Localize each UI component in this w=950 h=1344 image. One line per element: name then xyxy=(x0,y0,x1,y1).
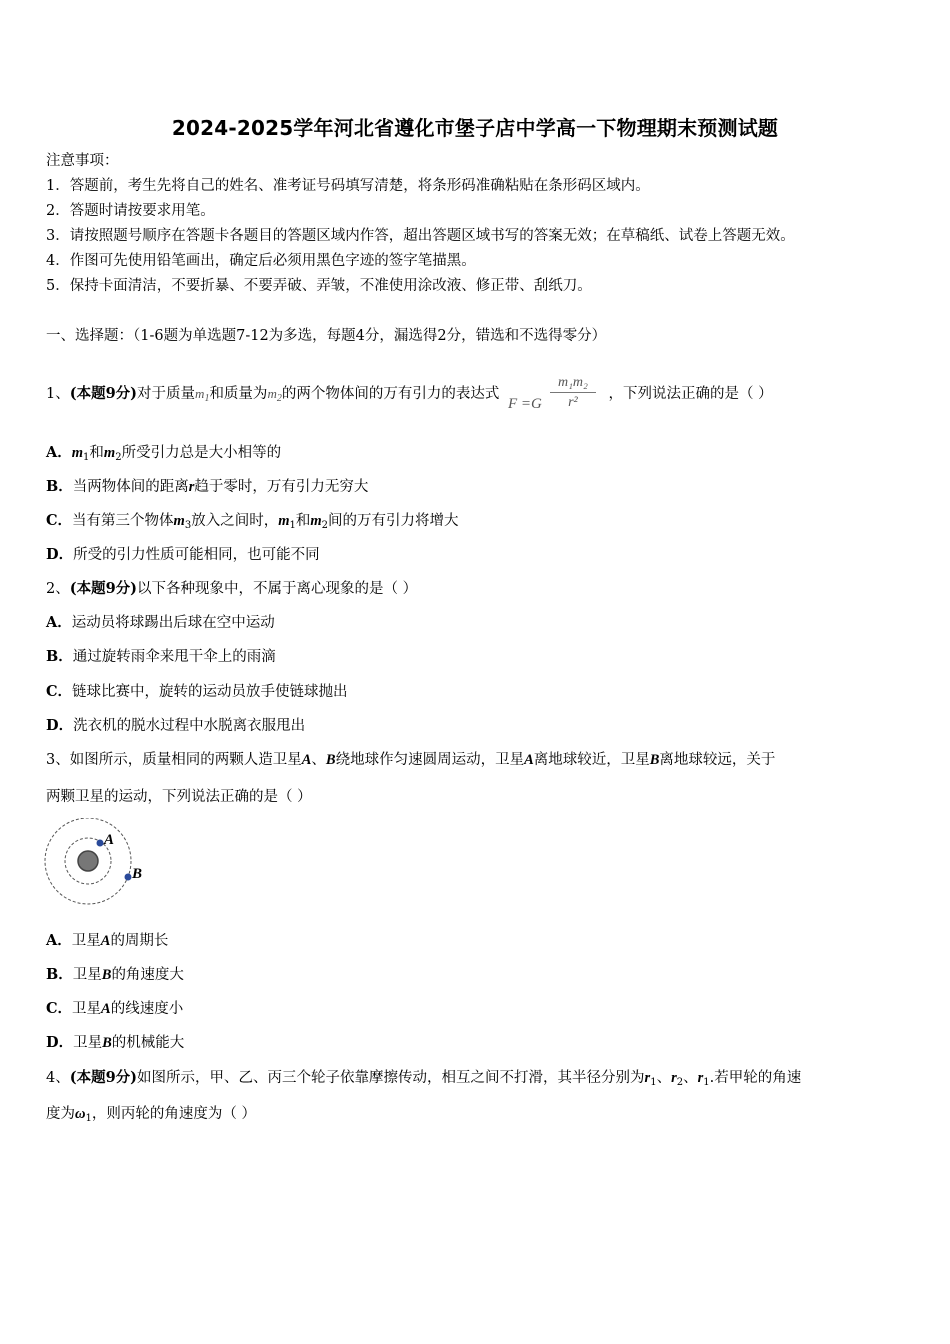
question-2-option-c[interactable]: C．链球比赛中，旋转的运动员放手使链球抛出 xyxy=(46,683,348,700)
notice-heading: 注意事项： xyxy=(46,153,119,169)
question-3-option-a[interactable]: A．卫星A的周期长 xyxy=(46,932,169,949)
question-1-option-d[interactable]: D．所受的引力性质可能相同，也可能不同 xyxy=(46,546,320,563)
label-b: B xyxy=(132,866,143,882)
var-m2: $m_2$ xyxy=(267,386,282,404)
label-a: A xyxy=(104,832,115,848)
question-1-option-a[interactable]: A．$m_1$和$m_2$所受引力总是大小相等的 xyxy=(46,444,282,463)
question-1-option-c[interactable]: C．当有第三个物体$m_3$放入之间时，$m_1$和$m_2$间的万有引力将增大 xyxy=(46,512,459,531)
page-title: 2024-2025学年河北省遵化市堡子店中学高一下物理期末预测试题 xyxy=(171,116,779,140)
notice-item: 5．保持卡面清洁，不要折暴、不要弄破、弄皱，不准使用涂改液、修正带、刮纸刀。 xyxy=(46,278,592,294)
question-2-option-b[interactable]: B．通过旋转雨伞来甩干伞上的雨滴 xyxy=(46,648,276,665)
question-3-option-b[interactable]: B．卫星B的角速度大 xyxy=(46,966,184,983)
var-m1: $m_1$ xyxy=(195,386,210,404)
question-2-option-d[interactable]: D．洗衣机的脱水过程中水脱离衣服甩出 xyxy=(46,717,306,734)
question-3-option-d[interactable]: D．卫星B的机械能大 xyxy=(46,1034,185,1051)
satellite-b xyxy=(125,874,132,881)
question-3-option-c[interactable]: C．卫星A的线速度小 xyxy=(46,1000,184,1017)
gravitation-formula: F =G $\frac{\text{m₁m₂}}{\text{r²}}$ xyxy=(508,374,600,414)
section-heading: 一、选择题：（1-6题为单选题7-12为多选，每题4分，漏选得2分，错选和不选得零分） xyxy=(46,328,607,344)
satellite-orbit-diagram xyxy=(42,818,152,914)
notice-item: 1．答题前，考生先将自己的姓名、准考证号码填写清楚，将条形码准确粘贴在条形码区域内。 xyxy=(46,178,650,194)
notice-item: 4．作图可先使用铅笔画出，确定后必须用黑色字迹的签字笔描黑。 xyxy=(46,253,476,269)
question-4-stem-line2: 度为$\omega_1$，则丙轮的角速度为（ ） xyxy=(46,1106,256,1124)
notice-item: 3．请按照题号顺序在答题卡各题目的答题区域内作答，超出答题区域书写的答案无效；在草稿纸、试卷上答题无效。 xyxy=(46,228,795,244)
question-4-stem-line1: 4、(本题9分)如图所示，甲、乙、丙三个轮子依靠摩擦传动，相互之间不打滑，其半径分别为$r_1$、$r_2$、$r_1$.若甲轮的角速 xyxy=(46,1069,802,1088)
question-2-option-a[interactable]: A．运动员将球踢出后球在空中运动 xyxy=(46,614,275,631)
question-1-option-b[interactable]: B．当两物体间的距离r趋于零时，万有引力无穷大 xyxy=(46,478,369,495)
question-2-stem: 2、(本题9分)以下各种现象中，不属于离心现象的是（ ） xyxy=(46,580,418,597)
satellite-a xyxy=(97,840,104,847)
question-3-stem-line2: 两颗卫星的运动，下列说法正确的是（ ） xyxy=(46,789,312,805)
notice-item: 2．答题时请按要求用笔。 xyxy=(46,203,215,219)
earth xyxy=(78,851,98,871)
question-3-stem-line1: 3、如图所示，质量相同的两颗人造卫星A、B绕地球作匀速圆周运动，卫星A离地球较近，卫星B离地球较远，关于 xyxy=(46,752,776,768)
question-1-stem: 1、(本题9分)对于质量$m_1$和质量为$m_2$的两个物体间的万有引力的表达式 F =G $\frac{\text{m₁m₂}}{\text{r²}}$ ，下列说法正确的是（ ） xyxy=(46,375,773,412)
